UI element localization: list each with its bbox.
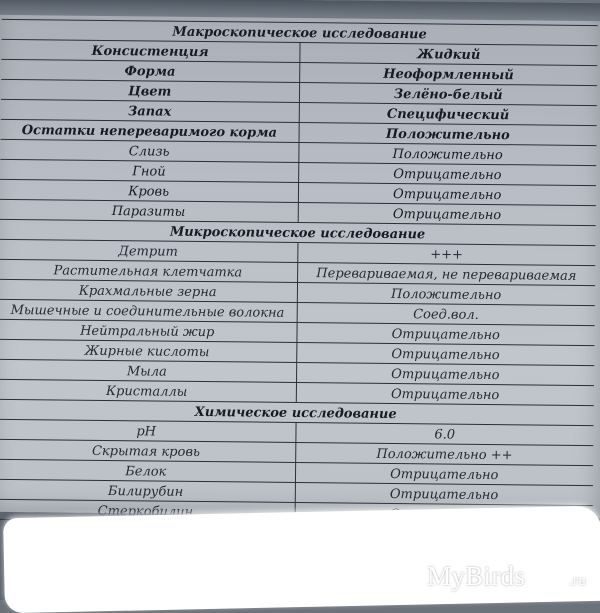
parameter-name: Форма	[1, 59, 299, 82]
parameter-value: 6.0	[295, 422, 593, 445]
section-title: Макроскопическое исследование	[2, 19, 598, 45]
parameter-value: Положительно	[297, 282, 595, 305]
parameter-value: Отрицательно	[295, 462, 593, 485]
parameter-value: Зелёно-белый	[299, 82, 597, 105]
parameter-name: pH	[0, 419, 296, 442]
parameter-name: Паразиты	[0, 199, 298, 222]
parameter-name: Слизь	[0, 139, 298, 162]
parameter-name: Жирные кислоты	[0, 339, 296, 362]
parameter-name: Цвет	[1, 79, 299, 102]
parameter-name: Детрит	[0, 239, 297, 262]
parameter-value: Положительно	[298, 142, 596, 165]
parameter-value: Жидкий	[299, 42, 597, 65]
parameter-name: Растительная клетчатка	[0, 259, 297, 282]
parameter-name: Нейтральный жир	[0, 319, 297, 342]
parameter-name: Мышечные и соединительные волокна	[0, 299, 297, 322]
parameter-name: Крахмальные зерна	[0, 279, 297, 302]
sheet-top-shadow	[0, 0, 600, 21]
parameter-name: Билирубин	[0, 479, 295, 502]
parameter-name: Кровь	[0, 179, 298, 202]
section-title: Микроскопическое исследование	[0, 219, 596, 245]
parameter-value: Положительно	[299, 122, 597, 145]
watermark	[427, 559, 586, 592]
parameter-value: Неоформленный	[299, 62, 597, 85]
parameter-name: Гной	[0, 159, 298, 182]
bird-icon	[534, 559, 560, 589]
parameter-value: Перевариваемая, не перевариваемая	[297, 262, 595, 285]
section-title: Химическое исследование	[0, 399, 594, 425]
parameter-value: Отрицательно	[296, 322, 594, 345]
parameter-value: Соед.вол.	[297, 302, 595, 325]
parameter-value: Отрицательно	[298, 182, 596, 205]
parameter-value: Отрицательно	[298, 202, 596, 225]
watermark-suffix: .ru	[568, 573, 586, 589]
watermark-text: MyBirds	[427, 561, 526, 591]
parameter-name: Консистенция	[1, 39, 299, 62]
parameter-name: Кристаллы	[0, 379, 296, 402]
parameter-value: +++	[297, 242, 595, 265]
parameter-value: Отрицательно	[296, 342, 594, 365]
parameter-name: Запах	[1, 99, 299, 122]
parameter-name: Стеркобилин	[0, 499, 295, 522]
parameter-value: Отрицательно	[296, 382, 594, 405]
parameter-value: Положительно ++	[295, 442, 593, 465]
parameter-name: Скрытая кровь	[0, 439, 295, 462]
parameter-value: Отрицательно	[298, 162, 596, 185]
lab-results-table	[0, 19, 598, 526]
parameter-name: Мыла	[0, 359, 296, 382]
parameter-value: Специфический	[299, 102, 597, 125]
parameter-value: Отрицательно	[295, 482, 593, 505]
parameter-value: Отрицательно	[296, 362, 594, 385]
parameter-name: Остатки непереваримого корма	[1, 119, 299, 142]
parameter-name: Белок	[0, 459, 295, 482]
